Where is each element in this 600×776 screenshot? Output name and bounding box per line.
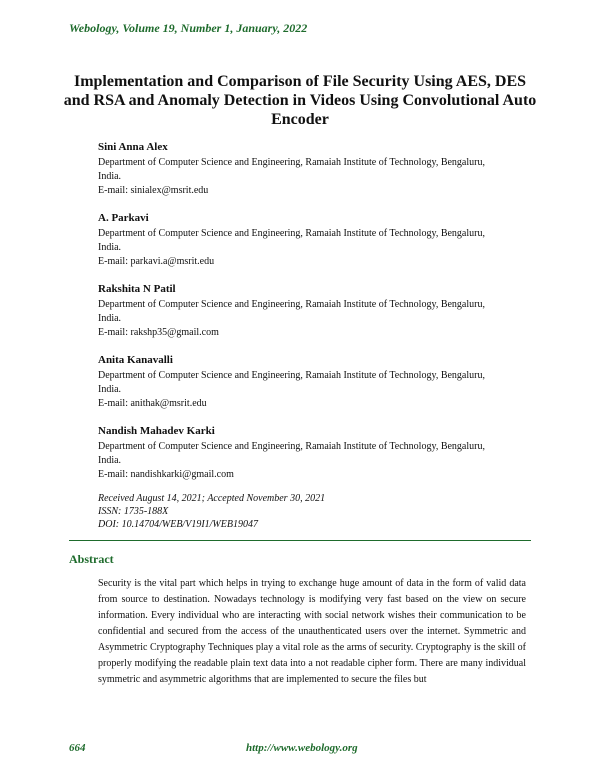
author-email[interactable]: E-mail: parkavi.a@msrit.edu [98,256,215,267]
author-name: Nandish Mahadev Karki [98,425,215,437]
page-number: 664 [69,742,86,754]
author-country: India. [98,455,122,466]
author-email[interactable]: E-mail: nandishkarki@gmail.com [98,469,234,480]
received-dates: Received August 14, 2021; Accepted November 30, 2021 [98,493,326,504]
journal-url-link[interactable]: http://www.webology.org [246,742,358,754]
author-affiliation: Department of Computer Science and Engineering, Ramaiah Institute of Technology, Bengaluru, [98,441,485,452]
author-country: India. [98,171,122,182]
author-name: Sini Anna Alex [98,141,168,153]
issn: ISSN: 1735-188X [98,506,169,517]
author-country: India. [98,242,122,253]
author-block [98,353,526,411]
author-affiliation: Department of Computer Science and Engineering, Ramaiah Institute of Technology, Bengaluru, [98,299,485,310]
author-affiliation: Department of Computer Science and Engineering, Ramaiah Institute of Technology, Bengaluru, [98,157,485,168]
author-country: India. [98,384,122,395]
author-affiliation: Department of Computer Science and Engineering, Ramaiah Institute of Technology, Bengaluru, [98,228,485,239]
author-block [98,211,526,269]
author-block [98,140,526,198]
author-name: Anita Kanavalli [98,354,173,366]
author-email[interactable]: E-mail: sinialex@msrit.edu [98,185,209,196]
doi[interactable]: DOI: 10.14704/WEB/V19I1/WEB19047 [98,519,258,530]
author-block [98,424,526,482]
paper-title: Implementation and Comparison of File Security Using AES, DES and RSA and Anomaly Detection in Videos Using Convolutional Auto Encoder [63,73,537,128]
author-email[interactable]: E-mail: anithak@msrit.edu [98,398,207,409]
author-affiliation: Department of Computer Science and Engineering, Ramaiah Institute of Technology, Bengaluru, [98,370,485,381]
section-divider [69,540,531,541]
author-block [98,282,526,340]
journal-header: Webology, Volume 19, Number 1, January, 2022 [69,21,308,35]
author-list [98,140,526,495]
abstract-text: Security is the vital part which helps in trying to exchange huge amount of data in the form of valid data from source to destination. Nowadays technology is modifying very fast based on the view on secure information. Every individual who are interacting with social network wishes their communication to be confidential and secured from the access of the unauthenticated users over the internet. Symmetric and Asymmetric Cryptography Techniques play a vital role as the arms of security. Cryptography is the skill of properly modifying the readable plain text data into a not readable cipher form. There are many individual symmetric and asymmetric algorithms that are implemented to secure the files but [98,578,526,685]
abstract-heading: Abstract [69,552,114,566]
author-name: A. Parkavi [98,212,149,224]
author-name: Rakshita N Patil [98,283,176,295]
author-email[interactable]: E-mail: rakshp35@gmail.com [98,327,219,338]
author-country: India. [98,313,122,324]
publication-meta [98,492,325,531]
